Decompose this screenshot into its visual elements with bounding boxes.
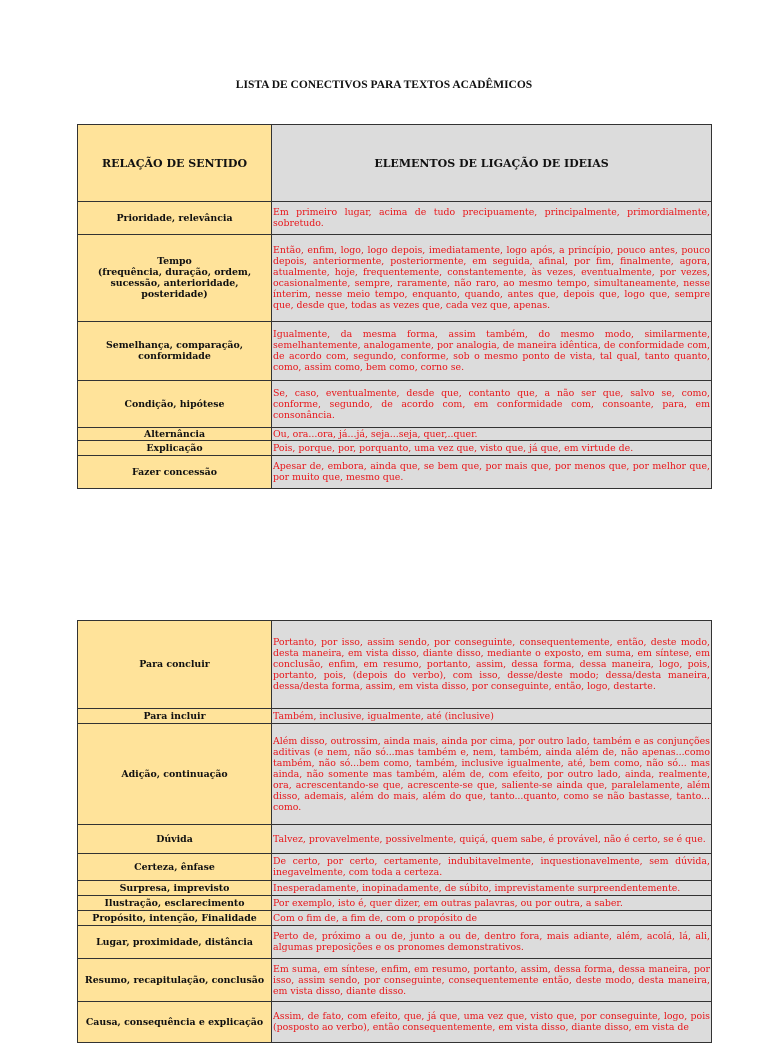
relation-cell: Surpresa, imprevisto bbox=[78, 881, 272, 896]
elements-cell: De certo, por certo, certamente, indubitavelmente, inquestionavelmente, sem dúvida, inegavelmente, com toda a certeza. bbox=[272, 854, 712, 881]
relation-cell: Certeza, ênfase bbox=[78, 854, 272, 881]
relation-cell: Fazer concessão bbox=[78, 456, 272, 489]
table-row bbox=[78, 235, 712, 322]
elements-cell: Em primeiro lugar, acima de tudo precipuamente, principalmente, primordialmente, sobretudo. bbox=[272, 202, 712, 235]
page-title: LISTA DE CONECTIVOS PARA TEXTOS ACADÊMICOS bbox=[235, 79, 533, 91]
table-row bbox=[78, 456, 712, 489]
table-row bbox=[78, 428, 712, 441]
table-row bbox=[78, 1002, 712, 1043]
relation-cell: Para concluir bbox=[78, 621, 272, 709]
table-row bbox=[78, 926, 712, 959]
table-row bbox=[78, 881, 712, 896]
elements-cell: Ou, ora...ora, já...já, seja...seja, quer,..quer. bbox=[272, 428, 712, 441]
relation-cell: Dúvida bbox=[78, 825, 272, 854]
relation-cell: Explicação bbox=[78, 441, 272, 456]
elements-cell: Pois, porque, por, porquanto, uma vez que, visto que, já que, em virtude de. bbox=[272, 441, 712, 456]
table-row bbox=[78, 709, 712, 724]
elements-cell: Perto de, próximo a ou de, junto a ou de, dentro fora, mais adiante, além, acolá, lá, ali, algumas preposições e os pronomes demonstrativos. bbox=[272, 926, 712, 959]
elements-cell: Portanto, por isso, assim sendo, por conseguinte, consequentemente, então, deste modo, desta maneira, em vista disso, diante disso, mediante o exposto, em suma, em síntese, em conclusão, enfim, em resumo, portanto, assim, dessa forma, dessa maneira, logo, pois, portanto, pois, (depois do verbo), com isso, desse/deste modo; dessa/desta maneira, dessa/desta forma, assim, em vista disso, por conseguinte, então, logo, destarte. bbox=[272, 621, 712, 709]
table-row bbox=[78, 202, 712, 235]
header-elements: ELEMENTOS DE LIGAÇÃO DE IDEIAS bbox=[272, 125, 712, 202]
table-row bbox=[78, 959, 712, 1002]
relation-cell: Alternância bbox=[78, 428, 272, 441]
elements-cell: Se, caso, eventualmente, desde que, contanto que, a não ser que, salvo se, como, conforme, segundo, de acordo com, em conformidade com, consoante, para, em consonância. bbox=[272, 381, 712, 428]
relation-cell: Para incluir bbox=[78, 709, 272, 724]
header-relation: RELAÇÃO DE SENTIDO bbox=[78, 125, 272, 202]
elements-cell: Por exemplo, isto é, quer dizer, em outras palavras, ou por outra, a saber. bbox=[272, 896, 712, 911]
elements-cell: Assim, de fato, com efeito, que, já que, uma vez que, visto que, por conseguinte, logo, pois (posposto ao verbo), então consequentemente, em vista disso, diante disso, em vista de bbox=[272, 1002, 712, 1043]
elements-cell: Igualmente, da mesma forma, assim também, do mesmo modo, similarmente, semelhantemente, analogamente, por analogia, de maneira idêntica, de conformidade com, de acordo com, segundo, conforme, sob o mesmo ponto de vista, tal qual, tanto quanto, como, assim como, bem como, corno se. bbox=[272, 322, 712, 381]
relation-cell: Resumo, recapitulação, conclusão bbox=[78, 959, 272, 1002]
table-row bbox=[78, 381, 712, 428]
elements-cell: Talvez, provavelmente, possivelmente, quiçá, quem sabe, é provável, não é certo, se é que. bbox=[272, 825, 712, 854]
table-row bbox=[78, 441, 712, 456]
relation-cell: Adição, continuação bbox=[78, 724, 272, 825]
relation-cell: Semelhança, comparação, conformidade bbox=[78, 322, 272, 381]
table-row bbox=[78, 911, 712, 926]
table-row bbox=[78, 896, 712, 911]
relation-cell: Prioridade, relevância bbox=[78, 202, 272, 235]
elements-cell: Além disso, outrossim, ainda mais, ainda por cima, por outro lado, também e as conjunções aditivas (e nem, não só...mas também e, nem, também, ainda além de, não apenas...como também, não só...bem como, também, inclusive igualmente, até, bem como, não só... mas ainda, não somente mas também, além de, com efeito, por outro lado, ainda, realmente, ora, acrescentando-se que, acrescente-se que, saliente-se ainda que, paralelamente, além disso, ademais, além do mais, além do que, tanto...quanto, como se não bastasse, tanto... como. bbox=[272, 724, 712, 825]
elements-cell: Apesar de, embora, ainda que, se bem que, por mais que, por menos que, por melhor que, por muito que, mesmo que. bbox=[272, 456, 712, 489]
elements-cell: Com o fim de, a fim de, com o propósito de bbox=[272, 911, 712, 926]
table-row bbox=[78, 621, 712, 709]
table-row bbox=[78, 724, 712, 825]
relation-cell: Causa, consequência e explicação bbox=[78, 1002, 272, 1043]
table-row bbox=[78, 322, 712, 381]
elements-cell: Também, inclusive, igualmente, até (inclusive) bbox=[272, 709, 712, 724]
elements-cell: Inesperadamente, inopinadamente, de súbito, imprevistamente surpreendentemente. bbox=[272, 881, 712, 896]
relation-cell: Tempo (frequência, duração, ordem, sucessão, anterioridade, posteridade) bbox=[78, 235, 272, 322]
connectives-table-2 bbox=[77, 620, 712, 1043]
relation-cell: Ilustração, esclarecimento bbox=[78, 896, 272, 911]
table-row bbox=[78, 854, 712, 881]
table-row bbox=[78, 825, 712, 854]
table-header-row bbox=[78, 125, 712, 202]
elements-cell: Então, enfim, logo, logo depois, imediatamente, logo após, a princípio, pouco antes, pouco depois, anteriormente, posteriormente, em seguida, afinal, por fim, finalmente, agora, atualmente, hoje, frequentemente, constantemente, às vezes, eventualmente, por vezes, ocasionalmente, sempre, raramente, não raro, ao mesmo tempo, simultaneamente, nesse ínterim, nesse meio tempo, enquanto, quando, antes que, depois que, logo que, sempre que, desde que, todas as vezes que, cada vez que, apenas. bbox=[272, 235, 712, 322]
connectives-table-1 bbox=[77, 124, 712, 489]
relation-cell: Condição, hipótese bbox=[78, 381, 272, 428]
relation-cell: Propósito, intenção, Finalidade bbox=[78, 911, 272, 926]
elements-cell: Em suma, em síntese, enfim, em resumo, portanto, assim, dessa forma, dessa maneira, por isso, assim sendo, por conseguinte, consequentemente então, deste modo, desta maneira, em vista disso, diante disso. bbox=[272, 959, 712, 1002]
relation-cell: Lugar, proximidade, distância bbox=[78, 926, 272, 959]
